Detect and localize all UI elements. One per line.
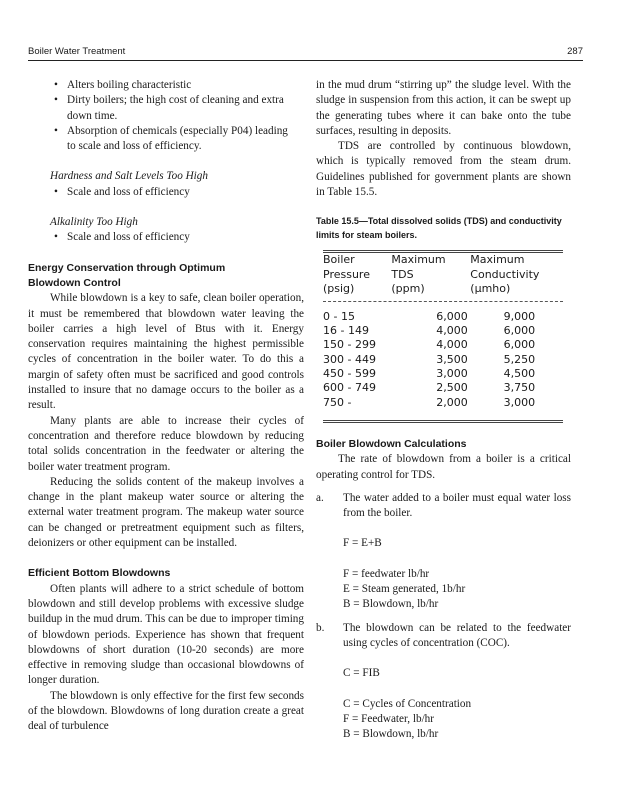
item-a-label: a. xyxy=(316,491,324,504)
tds-limits-table-body xyxy=(323,310,571,410)
calculations-heading: Boiler Blowdown Calculations xyxy=(316,437,467,450)
table-row: 450 - 599 3,000 4,500 xyxy=(323,367,536,381)
list-item: • Dirty boilers; the high cost of cleaning and extra down time. xyxy=(54,94,284,122)
item-a xyxy=(316,491,571,522)
list-item: • Scale and loss of efficiency xyxy=(28,185,296,200)
equation-2: C = FIB xyxy=(343,667,380,680)
energy-paragraph-3: Reducing the solids content of the makeup involves a change in the plant makeup water source or altering the external water treatment program. The makeup water source can be changed or pretreatment equipment such as filters, deionizers or other equipment can be installed. xyxy=(28,475,304,550)
table-header-row xyxy=(323,253,571,297)
table-row: 600 - 749 2,500 3,750 xyxy=(323,381,536,395)
bottom-paragraph-1: Often plants will adhere to a strict schedule of bottom blowdown and still develop problems with excessive sludge buildup in the mud drum. This can be due to improper timing of blowdown periods. Experience has shown that frequent blowdowns of short duration (10-20 seconds) are more effective in removing sludge than occasional blowdowns of longer duration. xyxy=(28,582,304,687)
item-a-text: The water added to a boiler must equal water loss from the boiler. xyxy=(343,491,571,520)
energy-paragraph-1: While blowdown is a key to safe, clean boiler operation, it must be remembered that blowdown water leaving the boiler carries a high level of Btus with it. Energy conservation requires maintaining the highest permissible cycles of concentration in the boiler water. To do this a margin of safety often must be sacrificed and good controls installed to insure that no damage occurs to the boiler as a result. xyxy=(28,292,304,412)
bullet-icon: • xyxy=(54,231,58,244)
table-row: 750 - 2,000 3,000 xyxy=(323,395,536,409)
table-caption: Table 15.5—Total dissolved solids (TDS) and conductivity limits for steam boilers. xyxy=(316,216,562,240)
tds-paragraph: TDS are controlled by continuous blowdown, which is typically removed from the steam drum. Guidelines published for government plants are shown in Table 15.5. xyxy=(316,140,571,199)
equation-1: F = E+B xyxy=(343,537,382,550)
column-header-conductivity: Maximum Conductivity (µmho) xyxy=(470,253,540,296)
definition-line: B = Blowdown, lb/hr xyxy=(343,728,439,741)
column-header-tds: Maximum TDS (ppm) xyxy=(391,253,446,296)
list-item: • Absorption of chemicals (especially P04) leading to scale and loss of efficiency. xyxy=(54,124,288,153)
definition-line: E = Steam generated, 1b/hr xyxy=(343,583,466,596)
bullet-icon: • xyxy=(54,79,58,91)
alkalinity-subheading: Alkalinity Too High xyxy=(50,216,138,229)
running-title: Boiler Water Treatment xyxy=(28,46,126,57)
definition-line: B = Blowdown, lb/hr xyxy=(343,598,439,611)
bullet-icon: • xyxy=(54,185,58,198)
item-b xyxy=(316,621,571,652)
item-b-label: b. xyxy=(316,621,325,634)
item-b-text: The blowdown can be related to the feedwater using cycles of concentration (COC). xyxy=(343,621,571,649)
page-number: 287 xyxy=(567,46,583,57)
tds-limits-table xyxy=(323,253,571,297)
bullet-icon: • xyxy=(54,94,58,107)
table-row: 0 - 15 6,000 9,000 xyxy=(323,309,536,323)
continued-paragraph: in the mud drum “stirring up” the sludge level. With the sludge in suspension from this action, it can be swept up the generating tubes where it can bake onto the tube surfaces, resulting in deposits. xyxy=(316,79,571,137)
energy-heading: Energy Conservation through Optimum Blowdown Control xyxy=(28,261,226,289)
definition-line: C = Cycles of Concentration xyxy=(343,697,472,710)
running-header xyxy=(28,46,583,61)
right-column xyxy=(316,78,571,742)
hardness-subheading: Hardness and Salt Levels Too High xyxy=(50,170,208,183)
table-row: 300 - 449 3,500 5,250 xyxy=(323,352,536,366)
hardness-bullet-list xyxy=(28,185,304,200)
table-row: 150 - 299 4,000 6,000 xyxy=(323,338,536,352)
list-item: • Alters boiling characteristic xyxy=(28,78,296,93)
alkalinity-bullet-list xyxy=(28,230,304,245)
definition-line: F = Feedwater, lb/hr xyxy=(343,712,434,725)
bottom-paragraph-2: The blowdown is only effective for the first few seconds of the blowdown. Blowdowns of long duration create a great deal of turbulence xyxy=(28,689,304,733)
column-header-pressure: Boiler Pressure (psig) xyxy=(323,253,370,296)
effects-bullet-list xyxy=(28,78,304,154)
left-column xyxy=(28,78,304,735)
energy-paragraph-2: Many plants are able to increase their cycles of concentration and therefore reduce blowdown by reducing total solids concentration in the feedwater or altering the boiler water treatment program. xyxy=(28,414,304,473)
table-row: 16 - 149 4,000 6,000 xyxy=(323,324,536,338)
definition-line: F = feedwater lb/hr xyxy=(343,567,430,580)
calculations-paragraph: The rate of blowdown from a boiler is a critical operating control for TDS. xyxy=(316,453,571,481)
list-item: • Scale and loss of efficiency xyxy=(28,230,296,245)
table-header-rule xyxy=(323,301,563,302)
bottom-blowdown-heading: Efficient Bottom Blowdowns xyxy=(28,567,171,580)
bullet-icon: • xyxy=(54,124,58,137)
